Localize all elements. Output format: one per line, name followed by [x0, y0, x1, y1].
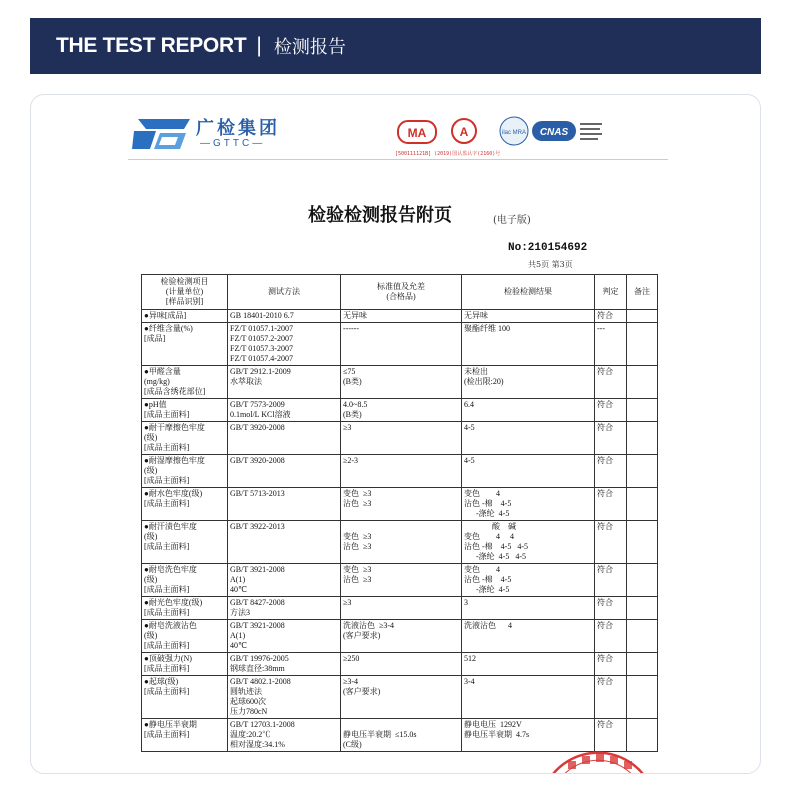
report-number: No:210154692	[508, 242, 588, 254]
cell-result: 洗液沾色 4	[462, 620, 595, 653]
table-row	[142, 323, 658, 366]
cell-result: 聚酯纤维 100	[462, 323, 595, 366]
cell-verdict: 符合	[595, 719, 627, 752]
cell-standard: ≥3-4 (客户要求)	[341, 676, 462, 719]
cma-mark-icon	[398, 121, 436, 143]
cell-method: GB/T 7573-2009 0.1mol/L KCl溶液	[228, 399, 341, 422]
cell-result: 4-5	[462, 455, 595, 488]
cnas-text: CNAS	[539, 127, 569, 138]
cell-standard: 变色 ≥3 沾色 ≥3	[341, 488, 462, 521]
cell-item: ●甲醛含量 (mg/kg) [成品含绣花部位]	[142, 366, 228, 399]
cell-standard: 静电压半衰期 ≤15.0s (C级)	[341, 719, 462, 752]
cell-result: 3	[462, 597, 595, 620]
cert-numbers: [500111121B] (2019)国认监认字(2160)号	[395, 151, 501, 157]
cell-verdict: ---	[595, 323, 627, 366]
cell-item: ●耐汗渍色牢度 (级) [成品主面料]	[142, 521, 228, 564]
cell-remark	[627, 399, 658, 422]
table-row	[142, 455, 658, 488]
cell-result: 未检出 (检出限:20)	[462, 366, 595, 399]
gttc-logo-icon	[132, 115, 192, 153]
cell-result: 酸 碱 变色 4 4 沾色 -棉 4-5 4-5 -涤纶 4-5 4-5	[462, 521, 595, 564]
cell-verdict: 符合	[595, 366, 627, 399]
table-row	[142, 676, 658, 719]
table-row	[142, 564, 658, 597]
cell-method: GB/T 2912.1-2009 水萃取法	[228, 366, 341, 399]
header-standard: 标准值及允差 (合格品)	[341, 275, 462, 310]
cell-item: ●pH值 [成品主面料]	[142, 399, 228, 422]
cell-verdict: 符合	[595, 521, 627, 564]
cell-result: 无异味	[462, 310, 595, 323]
banner-title-cn: 检测报告	[273, 37, 346, 58]
cell-result: 6.4	[462, 399, 595, 422]
cell-verdict: 符合	[595, 488, 627, 521]
cell-item: ●耐皂洗色牢度 (级) [成品主面料]	[142, 564, 228, 597]
cell-standard: 洗液沾色 ≥3-4 (客户要求)	[341, 620, 462, 653]
cell-result: 512	[462, 653, 595, 676]
table-row	[142, 597, 658, 620]
cell-verdict: 符合	[595, 620, 627, 653]
cell-verdict: 符合	[595, 676, 627, 719]
cell-item: ●起球(级) [成品主面料]	[142, 676, 228, 719]
report-document	[128, 109, 668, 774]
cell-method: GB/T 3921-2008 A(1) 40℃	[228, 620, 341, 653]
cell-remark	[627, 455, 658, 488]
cell-result: 变色 4 沾色 -棉 4-5 -涤纶 4-5	[462, 488, 595, 521]
cma-text: MA	[407, 126, 427, 140]
cell-method: GB/T 5713-2013	[228, 488, 341, 521]
cell-method: GB/T 3920-2008	[228, 422, 341, 455]
cell-standard: 变色 ≥3 沾色 ≥3	[341, 564, 462, 597]
cell-standard: ≥3	[341, 422, 462, 455]
cell-standard: ≥3	[341, 597, 462, 620]
table-row	[142, 620, 658, 653]
cell-verdict: 符合	[595, 564, 627, 597]
cell-standard: ------	[341, 323, 462, 366]
header-remark: 备注	[627, 275, 658, 310]
cell-verdict: 符合	[595, 455, 627, 488]
top-banner	[30, 18, 761, 74]
report-title: 检验检测报告附页	[308, 205, 452, 226]
cnas-mark-icon	[532, 121, 576, 141]
cell-method: GB/T 3920-2008	[228, 455, 341, 488]
cell-method: GB/T 3921-2008 A(1) 40℃	[228, 564, 341, 597]
cell-result: 4-5	[462, 422, 595, 455]
cell-item: ●耐水色牢度(级) [成品主面料]	[142, 488, 228, 521]
cell-method: FZ/T 01057.1-2007 FZ/T 01057.2-2007 FZ/T 01057.3-2007 FZ/T 01057.4-2007	[228, 323, 341, 366]
table-row	[142, 399, 658, 422]
table-row	[142, 653, 658, 676]
certification-marks	[396, 113, 666, 149]
cell-remark	[627, 366, 658, 399]
official-seal-icon	[538, 747, 658, 774]
cell-item: ●耐干摩擦色牢度 (级) [成品主面料]	[142, 422, 228, 455]
cell-item: ●耐光色牢度(级) [成品主面料]	[142, 597, 228, 620]
cell-method: GB/T 12703.1-2008 温度:20.2℃ 相对湿度:34.1%	[228, 719, 341, 752]
cell-verdict: 符合	[595, 399, 627, 422]
org-name: 广检集团	[196, 118, 280, 139]
report-letterhead	[128, 109, 668, 160]
cell-remark	[627, 564, 658, 597]
cell-result: 3-4	[462, 676, 595, 719]
table-row	[142, 366, 658, 399]
table-row	[142, 310, 658, 323]
ilac-text: ilac MRA	[501, 130, 527, 136]
cell-standard: 无异味	[341, 310, 462, 323]
cell-item: ●纤维含量(%) [成品]	[142, 323, 228, 366]
table-header-row	[142, 275, 658, 310]
cell-item: ●顶破强力(N) [成品主面料]	[142, 653, 228, 676]
cell-remark	[627, 597, 658, 620]
cnas-caption-icon	[580, 123, 602, 140]
ilac-mark-icon	[500, 117, 528, 145]
cell-method: GB/T 19976-2005 钢球直径:38mm	[228, 653, 341, 676]
cell-standard: 4.0~8.5 (B类)	[341, 399, 462, 422]
cell-remark	[627, 676, 658, 719]
report-subtitle: (电子版)	[493, 215, 531, 226]
cell-item: ●异味[成品]	[142, 310, 228, 323]
cell-item: ●静电压半衰期 [成品主面料]	[142, 719, 228, 752]
cell-verdict: 符合	[595, 310, 627, 323]
test-results-table	[141, 274, 658, 752]
cell-remark	[627, 422, 658, 455]
cell-remark	[627, 653, 658, 676]
cell-standard: ≥2-3	[341, 455, 462, 488]
svg-text:A: A	[459, 125, 469, 139]
banner-title-en: THE TEST REPORT	[56, 34, 247, 57]
cell-remark	[627, 310, 658, 323]
report-card	[30, 94, 761, 774]
cell-result: 变色 4 沾色 -棉 4-5 -涤纶 4-5	[462, 564, 595, 597]
cell-verdict: 符合	[595, 422, 627, 455]
page-count: 共5页 第3页	[528, 260, 573, 269]
cell-result: 静电电压 1292V 静电压半衰期 4.7s	[462, 719, 595, 752]
cell-standard: 变色 ≥3 沾色 ≥3	[341, 521, 462, 564]
header-result: 检验检测结果	[462, 275, 595, 310]
table-row	[142, 488, 658, 521]
cell-remark	[627, 323, 658, 366]
table-row	[142, 422, 658, 455]
cell-method: GB/T 3922-2013	[228, 521, 341, 564]
table-row	[142, 521, 658, 564]
banner-separator: |	[256, 34, 262, 57]
cell-item: ●耐皂洗液沾色 (级) [成品主面料]	[142, 620, 228, 653]
cell-method: GB 18401-2010 6.7	[228, 310, 341, 323]
cell-standard: ≤75 (B类)	[341, 366, 462, 399]
header-item: 检验检测项目 (计量单位) [样品识别]	[142, 275, 228, 310]
cell-method: GB/T 4802.1-2008 圆轨迹法 起球600次 压力780cN	[228, 676, 341, 719]
header-method: 测试方法	[228, 275, 341, 310]
cell-remark	[627, 521, 658, 564]
org-abbr: —GTTC—	[200, 138, 266, 149]
cell-remark	[627, 488, 658, 521]
cell-standard: ≥250	[341, 653, 462, 676]
header-verdict: 判定	[595, 275, 627, 310]
cell-verdict: 符合	[595, 597, 627, 620]
cell-verdict: 符合	[595, 653, 627, 676]
cell-item: ●耐湿摩擦色牢度 (级) [成品主面料]	[142, 455, 228, 488]
cell-method: GB/T 8427-2008 方法3	[228, 597, 341, 620]
cell-remark	[627, 620, 658, 653]
cal-mark-icon	[452, 119, 476, 143]
